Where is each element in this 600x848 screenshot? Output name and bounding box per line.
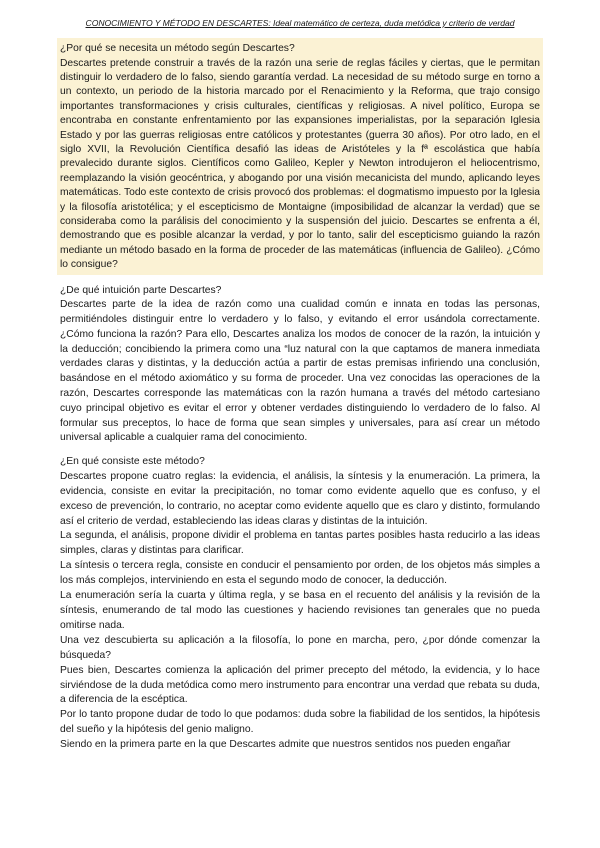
paragraph: Descartes parte de la idea de razón como una cualidad común e innata en todas las personas, permitiéndoles distinguir entre lo verdadero y lo falso, y evitando el error usándola correctamente. ¿Cómo funciona la razón? Para ello, Descartes analiza los modos de conocer de la razón, la intuición y la deducción; concibiendo la primera como una “luz natural con la que captamos de manera inmediata verdades claras y distintas, y la deducción actúa a partir de estas premisas infiriendo una conclusión, basándose en el método axiomático y su forma de proceder. Una vez conocidas las operaciones de la razón, Descartes corresponde las matemáticas con la razón humana a través del método cartesiano cuyo principal objetivo es evitar el error y obtener verdades distinguiendo lo verdadero de lo falso. Al formular sus preceptos, lo hace de forma que sean simples y universales, para así crear un método universal aplicable a cualquier rama del conocimiento. bbox=[60, 299, 540, 444]
section-heading: ¿En qué consiste este método? bbox=[60, 456, 205, 468]
section-method-rules bbox=[60, 455, 540, 753]
paragraph: La segunda, el análisis, propone dividir el problema en tantas partes posibles hasta reducirlo a las ideas simples, claras y distintas para clarificar. bbox=[60, 530, 540, 557]
paragraph: Descartes pretende construir a través de la razón una serie de reglas fáciles y ciertas, que le permitan distinguir lo verdadero de lo falso, siendo garantía verdad. La necesidad de su método surge en torno a un contexto, un periodo de la historia marcado por el Renacimiento y la Reforma, que trajo consigo importantes transformaciones y crisis culturales, científicas y religiosas. A nivel político, Europa se encontraba en constante enfrentamiento por las expansiones imperialistas, por la separación Iglesia Estado y por las guerras religiosas entre católicos y protestantes (guerra 30 años). Por otro lado, en el siglo XVII, la Revolución Científica desafió las ideas de Aristóteles y la fª escolástica que había prevalecido durante siglos. Científicos como Galileo, Kepler y Newton introdujeron el heliocentrismo, reemplazando la visión geocéntrica, y abogando por una visión mecanicista del mundo, aplicando leyes matemáticas. Todo este contexto de crisis provocó dos problemas: el dogmatismo impuesto por la Iglesia y la filosofía aristotélica; y el escepticismo de Montaigne (imposibilidad de alcanzar la verdad) que se consideraba como la parálisis del conocimiento y la suspensión del juicio. Descartes se enfrenta a él, demostrando que es posible alcanzar la verdad, y por lo tanto, salir del escepticismo guiando la razón mediante un método basado en la forma de proceder de las matemáticas (influencia de Galileo). ¿Cómo lo consigue? bbox=[60, 57, 540, 271]
paragraph: La síntesis o tercera regla, consiste en conducir el pensamiento por orden, de los objetos más simples a los más complejos, interviniendo en esta el segundo modo de conocer, la deducción. bbox=[60, 560, 540, 587]
section-heading: ¿De qué intuición parte Descartes? bbox=[60, 284, 222, 296]
paragraph: Pues bien, Descartes comienza la aplicación del primer precepto del método, la evidencia, y lo hace sirviéndose de la duda metódica como mero instrumento para encontrar una verdad que rebata su duda, a diferencia de la escéptica. bbox=[60, 664, 540, 706]
document-title: CONOCIMIENTO Y MÉTODO EN DESCARTES: Ideal matemático de certeza, duda metódica y criterio de verdad bbox=[85, 18, 515, 28]
section-why-method bbox=[57, 38, 543, 275]
paragraph: La enumeración sería la cuarta y última regla, y se basa en el recuento del análisis y la revisión de la síntesis, enumerando de tal modo las cuestiones y haciendo revisiones tan generales que no pueda omitirse nada. bbox=[60, 590, 540, 631]
section-intuition bbox=[60, 284, 540, 447]
section-heading: ¿Por qué se necesita un método según Descartes? bbox=[60, 43, 295, 54]
paragraph: Siendo en la primera parte en la que Descartes admite que nuestros sentidos nos pueden engañar bbox=[60, 739, 511, 751]
paragraph: Por lo tanto propone dudar de todo lo que podamos: duda sobre la fiabilidad de los sentidos, la hipótesis del sueño y la hipótesis del genio maligno. bbox=[60, 709, 540, 736]
paragraph: Descartes propone cuatro reglas: la evidencia, el análisis, la síntesis y la enumeración. La primera, la evidencia, consiste en evitar la precipitación, no tomar como evidente aquello que es confuso, y el exceso de prevención, lo contrario, no aceptar como evidente aquello que es claro y distinto, formulando así el criterio de verdad, estableciendo las ideas claras y distintas de la intuición. bbox=[60, 470, 540, 527]
paragraph: Una vez descubierta su aplicación a la filosofía, lo pone en marcha, pero, ¿por dónde comenzar la búsqueda? bbox=[60, 634, 540, 661]
